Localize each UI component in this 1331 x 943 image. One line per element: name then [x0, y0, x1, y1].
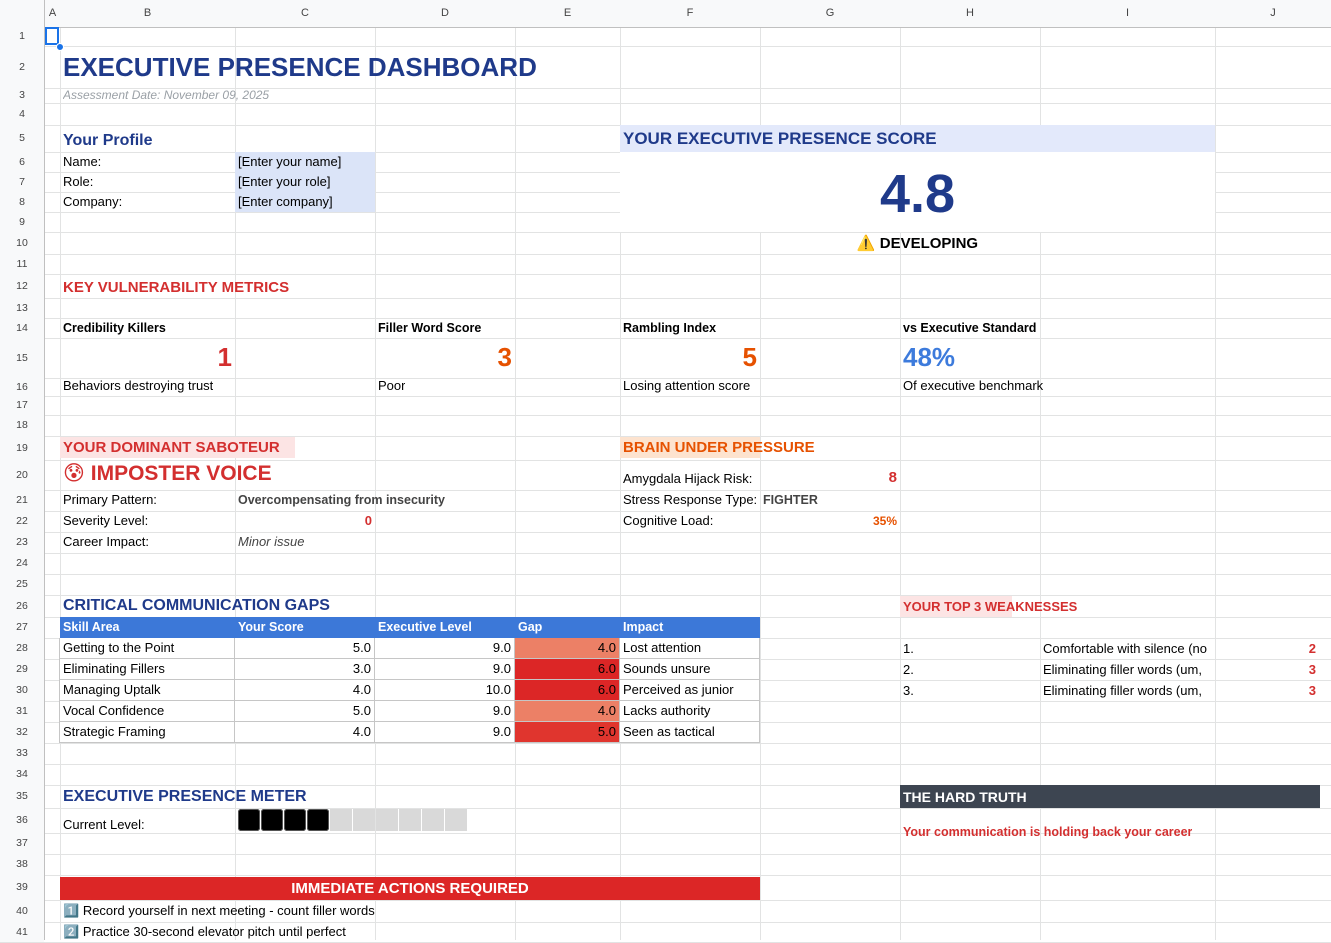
row-header-22[interactable]: 22 [0, 511, 44, 532]
gaps-header-score[interactable]: Your Score [235, 617, 375, 638]
row-header-33[interactable]: 33 [0, 743, 44, 764]
gaps-cell-impact[interactable]: Perceived as junior [620, 680, 760, 701]
row-header-27[interactable]: 27 [0, 617, 44, 638]
gaps-header-skill[interactable]: Skill Area [60, 617, 235, 638]
metric-filler-desc[interactable]: Poor [378, 378, 406, 393]
brain-cognitive-value[interactable]: 35% [872, 514, 897, 528]
row-header-3[interactable]: 3 [0, 88, 44, 103]
row-header-21[interactable]: 21 [0, 490, 44, 511]
row-header-14[interactable]: 14 [0, 318, 44, 338]
gridline [0, 298, 1331, 299]
gridline [0, 764, 1331, 765]
row-header-31[interactable]: 31 [0, 701, 44, 722]
gaps-cell-impact[interactable]: Seen as tactical [620, 722, 760, 743]
gaps-cell-score[interactable]: 5.0 [235, 701, 375, 722]
metric-credibility-desc[interactable]: Behaviors destroying trust [63, 378, 214, 393]
weakness-text[interactable]: Eliminating filler words (um, [1043, 683, 1202, 698]
gridline [0, 875, 1331, 876]
row-header-39[interactable]: 39 [0, 875, 44, 900]
gridline [0, 574, 1331, 575]
gridline [0, 46, 1331, 47]
gaps-cell-score[interactable]: 4.0 [235, 680, 375, 701]
row-header-9[interactable]: 9 [0, 212, 44, 232]
meter-segment-empty [376, 809, 398, 831]
gridline [0, 232, 1331, 233]
meter-segment-empty [399, 809, 421, 831]
gaps-row-left-border [59, 701, 60, 722]
gaps-cell-skill[interactable]: Strategic Framing [60, 722, 235, 743]
gaps-cell-gap[interactable]: 6.0 [515, 680, 620, 701]
action-item-1-text: Record yourself in next meeting - count filler words [82, 903, 375, 918]
metric-standard-desc[interactable]: Of executive benchmark [903, 378, 1044, 393]
gaps-cell-gap[interactable]: 4.0 [515, 638, 620, 659]
row-header-25[interactable]: 25 [0, 574, 44, 595]
row-header-15[interactable]: 15 [0, 338, 44, 378]
gaps-cell-skill[interactable]: Managing Uptalk [60, 680, 235, 701]
saboteur-impact-value[interactable]: Minor issue [238, 534, 305, 549]
column-header-h[interactable]: H [900, 0, 1040, 28]
metric-filler-label[interactable]: Filler Word Score [378, 321, 482, 335]
gaps-cell-exec[interactable]: 9.0 [375, 701, 515, 722]
meter-segment-empty [422, 809, 444, 831]
brain-cognitive-label[interactable]: Cognitive Load: [623, 513, 714, 528]
metric-filler-value[interactable]: 3 [497, 342, 512, 372]
row-header-7[interactable]: 7 [0, 172, 44, 192]
gridline [0, 854, 1331, 855]
column-header-b[interactable]: B [60, 0, 235, 28]
row-header-41[interactable]: 41 [0, 922, 44, 942]
score-status-label: DEVELOPING [879, 235, 979, 252]
row-header-24[interactable]: 24 [0, 553, 44, 574]
row-header-5[interactable]: 5 [0, 125, 44, 152]
gridline [0, 532, 1331, 533]
weakness-score[interactable]: 2 [1308, 641, 1316, 656]
row-header-12[interactable]: 12 [0, 274, 44, 298]
column-header-c[interactable]: C [235, 0, 375, 28]
brain-stress-value[interactable]: FIGHTER [763, 493, 818, 507]
gaps-heading[interactable]: CRITICAL COMMUNICATION GAPS [63, 597, 330, 614]
keycap-one-icon: 1️⃣ [63, 903, 80, 918]
saboteur-severity-value[interactable]: 0 [364, 513, 372, 528]
active-cell-a1[interactable] [45, 27, 59, 45]
gaps-cell-impact[interactable]: Lacks authority [620, 701, 760, 722]
row-header-37[interactable]: 37 [0, 833, 44, 854]
meter-segment-empty [330, 809, 352, 831]
column-header-d[interactable]: D [375, 0, 515, 28]
gridline [0, 415, 1331, 416]
gaps-cell-gap[interactable]: 5.0 [515, 722, 620, 743]
gaps-row-left-border [59, 638, 60, 659]
row-header-23[interactable]: 23 [0, 532, 44, 553]
hard-truth-message[interactable]: Your communication is holding back your career [903, 825, 1193, 839]
saboteur-title[interactable] [63, 461, 272, 487]
row-header-16[interactable]: 16 [0, 378, 44, 396]
gaps-cell-score[interactable]: 3.0 [235, 659, 375, 680]
gaps-cell-impact[interactable]: Sounds unsure [620, 659, 760, 680]
gridline [0, 743, 1331, 744]
gaps-row-left-border [59, 680, 60, 701]
saboteur-severity-label[interactable]: Severity Level: [63, 513, 149, 528]
column-header-f[interactable]: F [620, 0, 760, 28]
profile-role-input[interactable]: [Enter your role] [238, 174, 331, 189]
hard-truth-heading[interactable]: THE HARD TRUTH [903, 789, 1027, 805]
weakness-number[interactable]: 2. [903, 662, 914, 677]
meter-segment-filled [261, 809, 283, 831]
row-header-18[interactable]: 18 [0, 415, 44, 436]
row-header-1[interactable]: 1 [0, 27, 44, 46]
dashboard-title[interactable]: EXECUTIVE PRESENCE DASHBOARD [63, 52, 537, 82]
action-item-2[interactable] [63, 923, 346, 941]
gaps-header-impact[interactable]: Impact [620, 617, 760, 638]
anxious-face-icon: 😰 [63, 462, 85, 485]
row-header-38[interactable]: 38 [0, 854, 44, 875]
gaps-cell-impact[interactable]: Lost attention [620, 638, 760, 659]
profile-name-label[interactable]: Name: [63, 154, 102, 169]
gridline [375, 0, 376, 940]
profile-company-label[interactable]: Company: [63, 194, 123, 209]
meter-heading[interactable]: EXECUTIVE PRESENCE METER [63, 788, 307, 805]
row-header-29[interactable]: 29 [0, 659, 44, 680]
column-header-g[interactable]: G [760, 0, 900, 28]
gaps-cell-score[interactable]: 4.0 [235, 722, 375, 743]
brain-amygdala-label[interactable]: Amygdala Hijack Risk: [623, 471, 753, 486]
row-header-4[interactable]: 4 [0, 103, 44, 125]
row-header-17[interactable]: 17 [0, 396, 44, 415]
action-item-2-text: Practice 30-second elevator pitch until perfect [82, 924, 346, 939]
gaps-cell-gap[interactable]: 6.0 [515, 659, 620, 680]
weakness-number[interactable]: 3. [903, 683, 914, 698]
column-header-i[interactable]: I [1040, 0, 1215, 28]
metric-standard-value[interactable]: 48% [903, 342, 956, 372]
gaps-cell-skill[interactable]: Getting to the Point [60, 638, 235, 659]
saboteur-heading[interactable]: YOUR DOMINANT SABOTEUR [63, 439, 280, 456]
gridline [0, 553, 1331, 554]
column-header-e[interactable]: E [515, 0, 620, 28]
action-item-1[interactable] [63, 902, 375, 920]
column-header-a[interactable]: A [45, 0, 60, 28]
row-header-11[interactable]: 11 [0, 254, 44, 274]
saboteur-name: IMPOSTER VOICE [90, 462, 272, 485]
gridline [0, 338, 1331, 339]
row-header-40[interactable]: 40 [0, 900, 44, 922]
gaps-cell-exec[interactable]: 9.0 [375, 659, 515, 680]
saboteur-pattern-label[interactable]: Primary Pattern: [63, 492, 157, 507]
profile-company-input[interactable]: [Enter company] [238, 194, 333, 209]
weakness-score[interactable]: 3 [1308, 683, 1316, 698]
profile-heading[interactable]: Your Profile [63, 132, 153, 149]
weakness-text[interactable]: Eliminating filler words (um, [1043, 662, 1202, 677]
profile-role-label[interactable]: Role: [63, 174, 94, 189]
gridline [0, 254, 1331, 255]
row-header-35[interactable]: 35 [0, 785, 44, 808]
row-header-26[interactable]: 26 [0, 595, 44, 617]
gaps-row-left-border [59, 659, 60, 680]
gridline [0, 396, 1331, 397]
assessment-date[interactable]: Assessment Date: November 09, 2025 [63, 88, 270, 102]
keycap-two-icon: 2️⃣ [63, 924, 80, 939]
meter-segment-filled [307, 809, 329, 831]
row-header-28[interactable]: 28 [0, 638, 44, 659]
weaknesses-heading[interactable]: YOUR TOP 3 WEAKNESSES [903, 599, 1078, 614]
weakness-score[interactable]: 3 [1308, 662, 1316, 677]
metric-credibility-label[interactable]: Credibility Killers [63, 321, 166, 335]
saboteur-impact-label[interactable]: Career Impact: [63, 534, 149, 549]
gaps-cell-exec[interactable]: 10.0 [375, 680, 515, 701]
row-header-10[interactable]: 10 [0, 232, 44, 254]
meter-label[interactable]: Current Level: [63, 817, 145, 832]
meter-segment-filled [284, 809, 306, 831]
gaps-row-left-border [59, 722, 60, 743]
row-header-6[interactable]: 6 [0, 152, 44, 172]
row-header-32[interactable]: 32 [0, 722, 44, 743]
brain-heading[interactable]: BRAIN UNDER PRESSURE [623, 439, 815, 456]
metric-rambling-label[interactable]: Rambling Index [623, 321, 717, 335]
gridline [0, 274, 1331, 275]
gridline [0, 900, 1331, 901]
meter-segment-filled [238, 809, 260, 831]
gridline [515, 0, 516, 940]
metric-standard-label[interactable]: vs Executive Standard [903, 321, 1037, 335]
brain-amygdala-value[interactable]: 8 [888, 469, 897, 486]
metric-rambling-desc[interactable]: Losing attention score [623, 378, 751, 393]
row-header-30[interactable]: 30 [0, 680, 44, 701]
row-header-13[interactable]: 13 [0, 298, 44, 318]
gaps-cell-score[interactable]: 5.0 [235, 638, 375, 659]
gaps-cell-skill[interactable]: Vocal Confidence [60, 701, 235, 722]
row-header-8[interactable]: 8 [0, 192, 44, 212]
warning-icon: ⚠️ [856, 235, 876, 252]
select-all-corner[interactable] [0, 0, 45, 27]
saboteur-pattern-value[interactable]: Overcompensating from insecurity [238, 493, 446, 507]
gridline [60, 0, 61, 940]
weakness-number[interactable]: 1. [903, 641, 914, 656]
gaps-cell-skill[interactable]: Eliminating Fillers [60, 659, 235, 680]
brain-stress-label[interactable]: Stress Response Type: [623, 492, 758, 507]
gaps-cell-exec[interactable]: 9.0 [375, 722, 515, 743]
row-header-36[interactable]: 36 [0, 808, 44, 833]
gaps-header-gap[interactable]: Gap [515, 617, 620, 638]
row-header-2[interactable]: 2 [0, 46, 44, 88]
profile-name-input[interactable]: [Enter your name] [238, 154, 342, 169]
vulnerability-heading[interactable]: KEY VULNERABILITY METRICS [63, 279, 290, 296]
gaps-header-exec[interactable]: Executive Level [375, 617, 515, 638]
score-heading[interactable]: YOUR EXECUTIVE PRESENCE SCORE [623, 129, 937, 148]
score-value[interactable]: 4.8 [879, 164, 956, 224]
row-header-19[interactable]: 19 [0, 436, 44, 460]
meter-segment-empty [445, 809, 467, 831]
gaps-cell-gap[interactable]: 4.0 [515, 701, 620, 722]
row-header-20[interactable]: 20 [0, 460, 44, 490]
weakness-text[interactable]: Comfortable with silence (no [1043, 641, 1208, 656]
metric-rambling-value[interactable]: 5 [742, 342, 757, 372]
gaps-cell-exec[interactable]: 9.0 [375, 638, 515, 659]
score-status[interactable] [620, 234, 1215, 254]
gridline [0, 808, 1331, 809]
column-header-j[interactable]: J [1215, 0, 1331, 28]
metric-credibility-value[interactable]: 1 [217, 342, 232, 372]
meter-segment-empty [353, 809, 375, 831]
actions-heading[interactable]: IMMEDIATE ACTIONS REQUIRED [291, 880, 529, 897]
row-header-34[interactable]: 34 [0, 764, 44, 785]
